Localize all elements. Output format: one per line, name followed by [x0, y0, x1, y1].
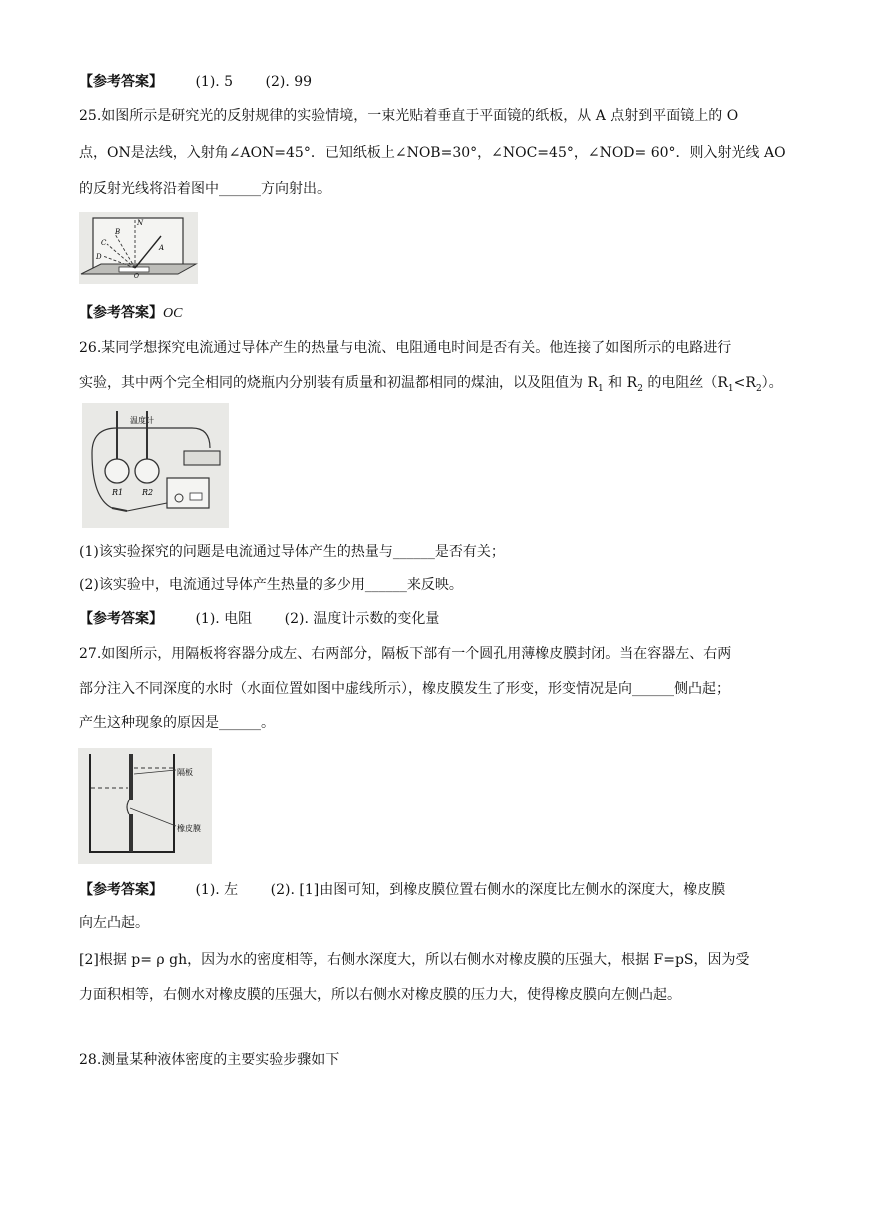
- fig-label-c: C: [101, 239, 107, 247]
- question-26-sub-2: (2)该实验中，电流通过导体产生热量的多少用______来反映。: [79, 577, 463, 593]
- question-28-line-1: 28.测量某种液体密度的主要实验步骤如下: [79, 1052, 340, 1068]
- text: ）。: [761, 375, 783, 391]
- question-26-sub-1: (1)该实验探究的问题是电流通过导体产生的热量与______是否有关；: [79, 544, 505, 560]
- reflection-experiment-figure: [79, 212, 198, 284]
- answer-label: 【参考答案】: [79, 611, 163, 627]
- question-26-line-1: 26.某同学想探究电流通过导体产生的热量与电流、电阻通电时间是否有关。他连接了如图所示的电路进行: [79, 340, 732, 356]
- container-partition-figure: [78, 748, 212, 864]
- text: 和 R: [603, 375, 638, 391]
- subscript: 2: [755, 383, 762, 394]
- fig-label-n: N: [137, 219, 144, 227]
- question-27-line-2: 部分注入不同深度的水时（水面位置如图中虚线所示），橡皮膜发生了形变，形变情况是向______侧凸起；: [79, 681, 730, 697]
- question-26-line-2: [79, 373, 783, 399]
- question-25-line-2: 点，ON是法线，入射角∠AON=45°．已知纸板上∠NOB=30°，∠NOC=45°，∠NOD= 60°．则入射光线 AO: [79, 145, 786, 161]
- answer-part-1: (1). 电阻: [195, 611, 253, 627]
- r1-label: R1: [112, 488, 124, 497]
- answer-value: OC: [163, 306, 183, 321]
- subscript: 1: [598, 383, 604, 394]
- answer-label: 【参考答案】: [79, 305, 163, 321]
- question-27-line-1: 27.如图所示，用隔板将容器分成左、右两部分，隔板下部有一个圆孔用薄橡皮膜封闭。当在容器左、右两: [79, 646, 732, 662]
- answer-label: 【参考答案】: [79, 74, 163, 90]
- answer-26: [79, 609, 439, 629]
- answer-part-2: (2). 99: [265, 74, 313, 90]
- answer-part-1: (1). 5: [195, 74, 234, 90]
- answer-part-1: (1). 左: [195, 882, 239, 898]
- answer-27-continued: 向左凸起。: [79, 915, 149, 931]
- subscript: 1: [727, 383, 734, 394]
- answer-part-2: (2). 温度计示数的变化量: [284, 611, 440, 627]
- fig-label-a: A: [159, 244, 165, 252]
- question-27-line-3: 产生这种现象的原因是______。: [79, 715, 275, 731]
- circuit-experiment-figure: [82, 403, 229, 528]
- fig-label-o: O: [134, 273, 139, 280]
- membrane-label: 橡皮膜: [177, 824, 201, 833]
- explanation-27-line-1: [2]根据 p= ρ gh，因为水的密度相等，右侧水深度大，所以右侧水对橡皮膜的压强大，根据 F=pS，因为受: [79, 952, 750, 968]
- subscript: 2: [637, 383, 643, 394]
- text: 实验，其中两个完全相同的烧瓶内分别装有质量和初温都相同的煤油，以及阻值为 R: [79, 375, 598, 391]
- question-25-line-3: 的反射光线将沿着图中______方向射出。: [79, 181, 331, 197]
- answer-label: 【参考答案】: [79, 882, 163, 898]
- thermometer-label: 温度计: [130, 416, 154, 425]
- answer-25: [79, 303, 182, 324]
- partition-label: 隔板: [177, 768, 193, 777]
- text: 的电阻丝（R: [642, 375, 728, 391]
- r2-label: R2: [142, 488, 154, 497]
- answer-24: [79, 72, 312, 92]
- answer-27: [79, 880, 725, 900]
- answer-part-2: (2). [1]由图可知，到橡皮膜位置右侧水的深度比左侧水的深度大，橡皮膜: [270, 882, 726, 898]
- text: <R: [733, 375, 756, 391]
- fig-label-b: B: [115, 228, 121, 236]
- fig-label-d: D: [96, 253, 102, 261]
- explanation-27-line-2: 力面积相等，右侧水对橡皮膜的压强大，所以右侧水对橡皮膜的压力大，使得橡皮膜向左侧凸起。: [79, 987, 681, 1003]
- question-25-line-1: 25.如图所示是研究光的反射规律的实验情境，一束光贴着垂直于平面镜的纸板，从 A 点射到平面镜上的 O: [79, 108, 739, 124]
